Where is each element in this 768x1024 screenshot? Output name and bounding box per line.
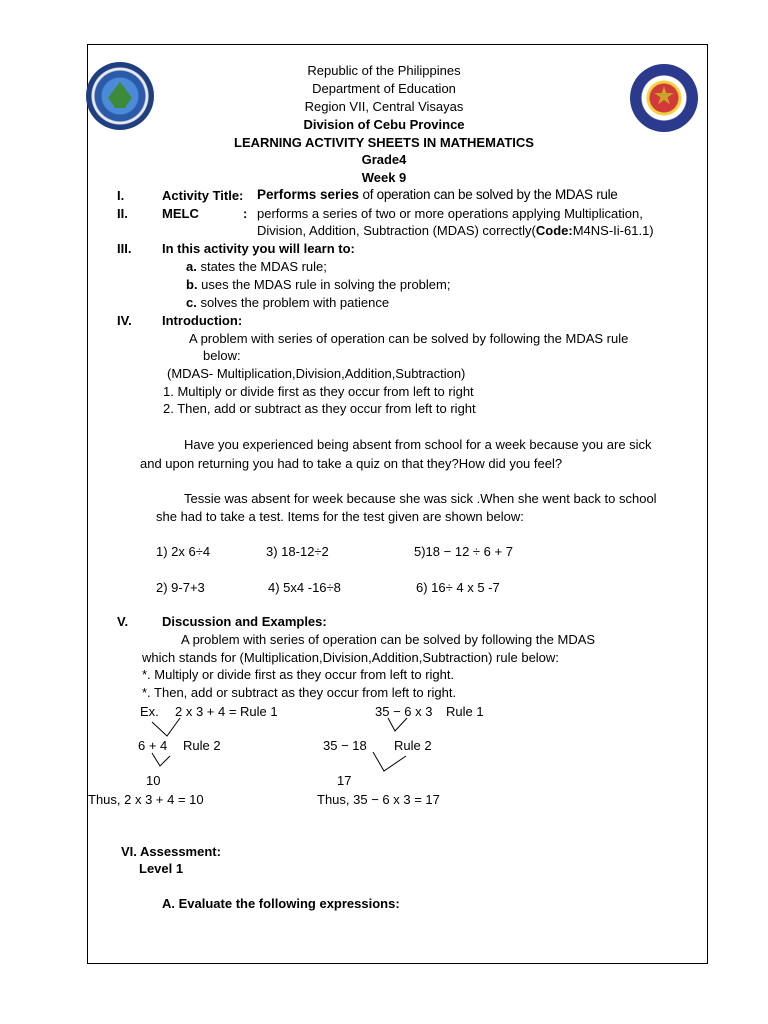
section-v-label: Discussion and Examples: xyxy=(162,614,327,629)
header-region: Region VII, Central Visayas xyxy=(304,99,464,114)
section-ii-number: II. xyxy=(117,206,128,221)
discussion-rule-2: *. Then, add or subtract as they occur from left to right. xyxy=(142,685,457,700)
section-iv-label: Introduction: xyxy=(162,313,243,328)
intro-line-1: A problem with series of operation can be solved by following the MDAS rule xyxy=(189,331,629,346)
example-label: Ex. xyxy=(140,704,159,719)
test-item-1: 1) 2x 6÷4 xyxy=(156,544,211,559)
intro-line-1b: below: xyxy=(203,348,241,363)
question-line-1: Have you experienced being absent from school for a week because you are sick xyxy=(184,437,652,452)
objective-c: c. solves the problem with patience xyxy=(186,295,390,310)
example-2-rule-2: Rule 2 xyxy=(394,738,432,753)
header-division: Division of Cebu Province xyxy=(303,117,465,132)
example-1-result: 10 xyxy=(146,773,161,788)
example-1-rule-2: Rule 2 xyxy=(183,738,221,753)
section-vi-label: VI. Assessment: xyxy=(121,844,221,859)
section-iii-label: In this activity you will learn to: xyxy=(162,241,355,256)
activity-title: Performs series of operation can be solved by the MDAS rule xyxy=(257,187,618,202)
example-2-rule-1: Rule 1 xyxy=(446,704,484,719)
section-iii-number: III. xyxy=(117,241,132,256)
example-1-expression: 2 x 3 + 4 = Rule 1 xyxy=(175,704,278,719)
test-item-5: 5)18 − 12 ÷ 6 + 7 xyxy=(414,544,513,559)
test-item-4: 4) 5x4 -16÷8 xyxy=(268,580,341,595)
objective-a: a. states the MDAS rule; xyxy=(186,259,327,274)
example-2-step: 35 − 18 xyxy=(323,738,367,753)
discussion-line-2: which stands for (Multiplication,Division,Addition,Subtraction) rule below: xyxy=(142,650,559,665)
question-line-2: and upon returning you had to take a quiz on that they?How did you feel? xyxy=(140,456,563,471)
intro-rule-2: 2. Then, add or subtract as they occur from left to right xyxy=(163,401,476,416)
header-country: Republic of the Philippines xyxy=(307,63,461,78)
section-iv-number: IV. xyxy=(117,313,132,328)
test-item-3: 3) 18-12÷2 xyxy=(266,544,329,559)
header-week: Week 9 xyxy=(361,170,407,185)
header-title: LEARNING ACTIVITY SHEETS IN MATHEMATICS xyxy=(234,135,534,150)
section-i-label: Activity Title: xyxy=(162,188,244,203)
melc-line-2: Division, Addition, Subtraction (MDAS) correctly(Code:M4NS-Ii-61.1) xyxy=(257,223,654,238)
melc-line-1: performs a series of two or more operations applying Multiplication, xyxy=(257,206,643,221)
section-v-number: V. xyxy=(117,614,129,629)
section-ii-colon: : xyxy=(243,206,248,221)
discussion-line-1: A problem with series of operation can be solved by following the MDAS xyxy=(181,632,596,647)
assessment-level: Level 1 xyxy=(139,861,184,876)
section-ii-label: MELC xyxy=(162,206,199,221)
discussion-rule-1: *. Multiply or divide first as they occur from left to right. xyxy=(142,667,455,682)
intro-mdas: (MDAS- Multiplication,Division,Addition,Subtraction) xyxy=(167,366,466,381)
objective-b: b. uses the MDAS rule in solving the problem; xyxy=(186,277,451,292)
test-item-6: 6) 16÷ 4 x 5 -7 xyxy=(416,580,500,595)
assessment-instruction: A. Evaluate the following expressions: xyxy=(162,896,400,911)
section-i-number: I. xyxy=(117,188,125,203)
example-2-expression: 35 − 6 x 3 xyxy=(375,704,433,719)
story-line-2: she had to take a test. Items for the test given are shown below: xyxy=(156,509,524,524)
test-item-2: 2) 9-7+3 xyxy=(156,580,205,595)
example-2-result: 17 xyxy=(337,773,352,788)
header-department: Department of Education xyxy=(312,81,456,96)
story-line-1: Tessie was absent for week because she was sick .When she went back to school xyxy=(184,491,657,506)
header-grade: Grade4 xyxy=(361,152,407,167)
example-2-conclusion: Thus, 35 − 6 x 3 = 17 xyxy=(317,792,440,807)
example-1-conclusion: Thus, 2 x 3 + 4 = 10 xyxy=(88,792,204,807)
example-1-step: 6 + 4 xyxy=(138,738,168,753)
intro-rule-1: 1. Multiply or divide first as they occur from left to right xyxy=(163,384,474,399)
